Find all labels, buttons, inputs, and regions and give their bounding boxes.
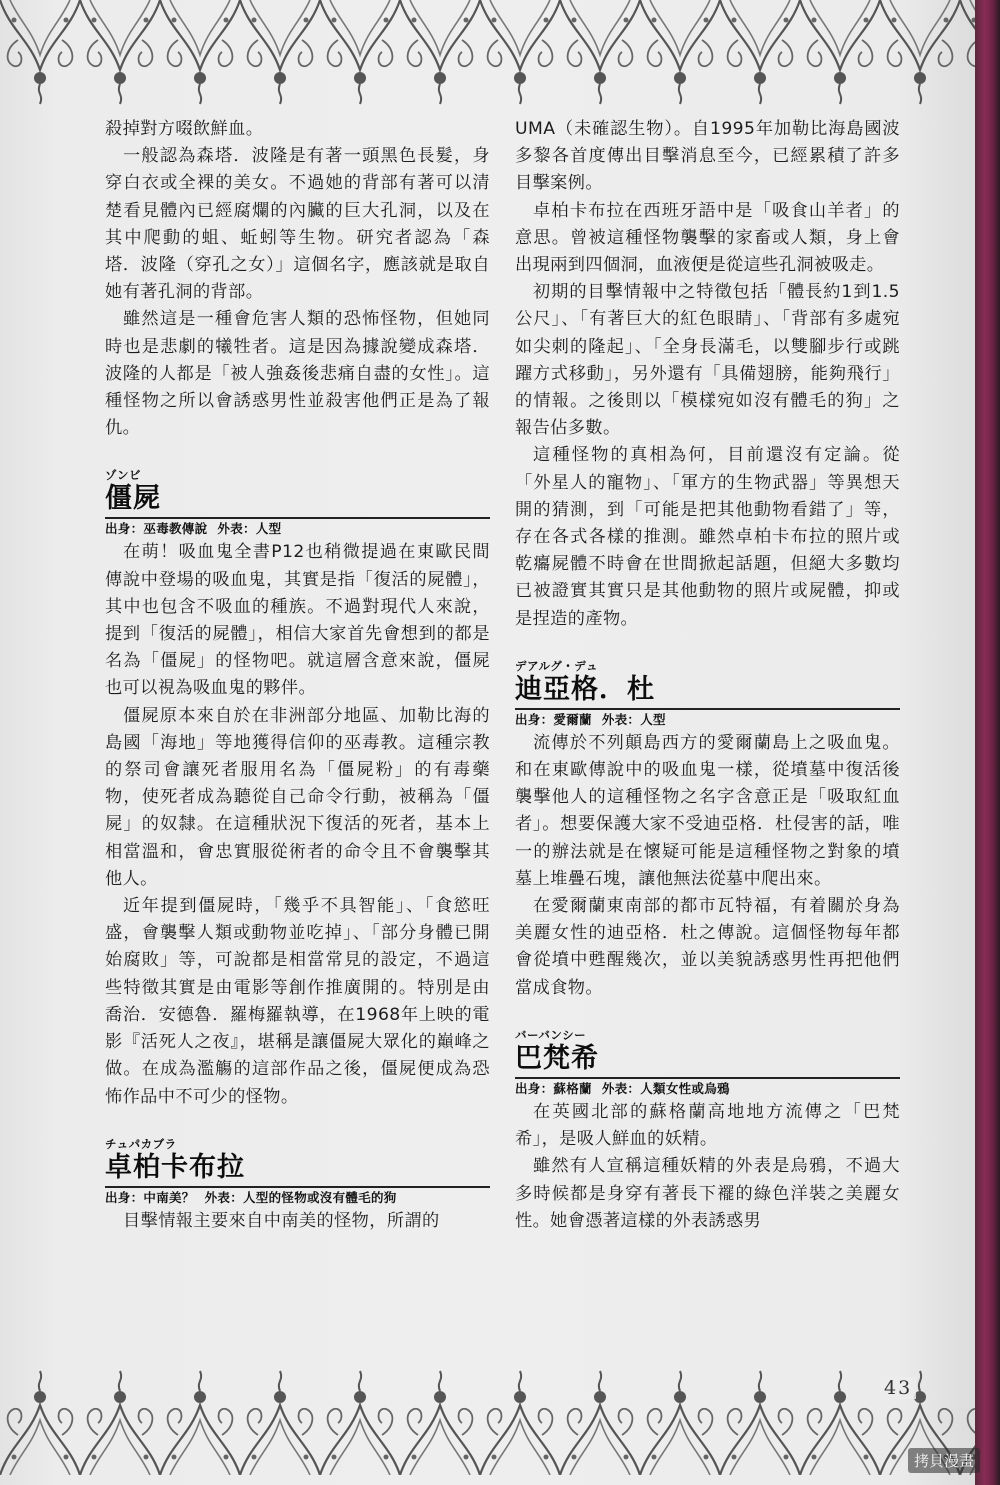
- left-intro-paragraph-2: 一般認為森塔．波隆是有著一頭黑色長髮，身穿白衣或全裸的美女。不過她的背部有著可以清楚看見體內已經腐爛的內臟的巨大孔洞，以及在其中爬動的蛆、蚯蚓等生物。研究者認為「森塔．波隆（穿孔之女）」這個名字，應該就是取自她有著孔洞的背部。: [105, 146, 490, 303]
- entry-origin: 出身：愛爾蘭: [515, 711, 592, 727]
- entry-paragraph: 雖然有人宣稱這種妖精的外表是烏鴉，不過大多時候都是身穿有著長下襬的綠色洋裝之美麗女性。她會憑著這樣的外表誘惑男: [515, 1156, 900, 1231]
- entry-title: 卓柏卡布拉: [105, 1151, 490, 1188]
- entry-appearance: 外表：人類女性或烏鴉: [601, 1080, 730, 1096]
- entry-zombie: [105, 468, 490, 1110]
- entry-paragraph: 在萌！吸血鬼全書P12也稍微提過在東歐民間傳說中登場的吸血鬼，其實是指「復活的屍體」，其中也包含不吸血的種族。不過對現代人來說，提到「復活的屍體」，相信大家首先會想到的都是名為「僵屍」的怪物吧。就這層含意來說，僵屍也可以視為吸血鬼的夥伴。: [105, 542, 490, 699]
- entry-ruby: ゾンビ: [105, 468, 141, 483]
- left-intro-paragraph-3: 雖然這是一種會危害人類的恐怖怪物，但她同時也是悲劇的犧牲者。這是因為據說變成森塔．波隆的人都是「被人強姦後悲痛自盡的女性」。這種怪物之所以會誘惑男性並殺害他們正是為了報仇。: [105, 309, 490, 439]
- left-column: [105, 116, 490, 1235]
- entry-dearg-due: [515, 659, 900, 1002]
- page-number: 43: [880, 1377, 916, 1399]
- entry-paragraph: 僵屍原本來自於在非洲部分地區、加勒比海的島國「海地」等地獲得信仰的巫毒教。這種宗教的祭司會讓死者服用名為「僵屍粉」的有毒藥物，使死者成為聽從自己命令行動，被稱為「僵屍」的奴隸。在這種狀況下復活的死者，基本上相當溫和，會忠實服從術者的命令且不會襲擊其他人。: [105, 705, 490, 889]
- entry-origin: 出身：中南美？: [105, 1189, 195, 1205]
- entry-paragraph: 在愛爾蘭東南部的都市瓦特福，有着關於身為美麗女性的迪亞格．杜之傳說。這個怪物每年都會從墳中甦醒幾次，並以美貌誘惑男性再把他們當成食物。: [515, 896, 900, 998]
- entry-appearance: 外表：人型: [601, 711, 666, 727]
- left-intro-paragraph-1: 殺掉對方啜飲鮮血。: [105, 119, 264, 139]
- entry-ruby: チュパカブラ: [105, 1136, 177, 1151]
- ornamental-border-bottom: [0, 1365, 975, 1475]
- entry-origin: 出身：蘇格蘭: [515, 1080, 592, 1096]
- entry-origin: 出身：巫毒教傳說: [105, 521, 208, 537]
- right-intro-paragraph-1: UMA（未確認生物）。自1995年加勒比海島國波多黎各首度傳出目擊消息至今，已經累積了許多目擊案例。: [515, 119, 900, 194]
- entry-meta: [515, 1079, 900, 1099]
- entry-ruby: バーバンシー: [515, 1027, 587, 1042]
- entry-meta: [515, 710, 900, 730]
- entry-appearance: 外表：人型: [217, 521, 282, 537]
- entry-meta: [105, 1188, 490, 1208]
- entry-paragraph: 近年提到僵屍時，「幾乎不具智能」、「食慾旺盛，會襲擊人類或動物並吃掉」、「部分身體已開始腐敗」等，可說都是相當常見的設定，不過這些特徵其實是由電影等創作推廣開的。特別是由喬治．安德魯．羅梅羅執導，在1968年上映的電影『活死人之夜』，堪稱是讓僵屍大眾化的巔峰之做。在成為濫觴的這部作品之後，僵屍便成為恐怖作品中不可少的怪物。: [105, 896, 490, 1107]
- entry-chupacabra: [105, 1137, 490, 1235]
- right-intro-paragraph-4: 這種怪物的真相為何，目前還沒有定論。從「外星人的寵物」、「軍方的生物武器」等異想天開的猜測，到「可能是把其他動物看錯了」等，存在各式各樣的推測。雖然卓柏卡布拉的照片或乾癟屍體不時會在世間掀起話題，但絕大多數均已被證實其實只是其他動物的照片或屍體，抑或是捏造的產物。: [515, 445, 900, 629]
- watermark: 拷貝漫畫: [908, 1448, 980, 1473]
- entry-meta: [105, 519, 490, 539]
- entry-baobhan-sith: [515, 1028, 900, 1235]
- entry-title: 巴梵希: [515, 1042, 900, 1079]
- right-intro-paragraph-3: 初期的目擊情報中之特徵包括「體長約1到1.5公尺」、「有著巨大的紅色眼睛」、「背部有多處宛如尖刺的隆起」、「全身長滿毛，以雙腳步行或跳躍方式移動」，另外還有「具備翅膀，能夠飛行」的情報。之後則以「模樣宛如沒有體毛的狗」之報告佔多數。: [515, 282, 900, 439]
- entry-paragraph: 流傳於不列顛島西方的愛爾蘭島上之吸血鬼。和在東歐傳說中的吸血鬼一樣，從墳墓中復活後襲擊他人的這種怪物之名字含意正是「吸取紅血者」。想要保護大家不受迪亞格．杜侵害的話，唯一的辦法就是在懷疑可能是這種怪物之對象的墳墓上堆疊石塊，讓他無法從墓中爬出來。: [515, 732, 900, 889]
- ornamental-border-top: [0, 0, 975, 110]
- entry-appearance: 外表：人型的怪物或沒有體毛的狗: [204, 1189, 397, 1205]
- entry-title: 迪亞格．杜: [515, 673, 900, 710]
- right-column: [515, 116, 900, 1235]
- right-intro-paragraph-2: 卓柏卡布拉在西班牙語中是「吸食山羊者」的意思。曾被這種怪物襲擊的家畜或人類，身上會出現兩到四個洞，血液便是從這些孔洞被吸走。: [515, 200, 900, 276]
- entry-title: 僵屍: [105, 482, 490, 519]
- entry-paragraph: 在英國北部的蘇格蘭高地地方流傳之「巴梵希」，是吸人鮮血的妖精。: [515, 1101, 900, 1150]
- entry-ruby: デアルグ・デュ: [515, 658, 598, 673]
- book-spine-edge: [975, 0, 1000, 1485]
- entry-paragraph: 目擊情報主要來自中南美的怪物，所謂的: [123, 1210, 440, 1231]
